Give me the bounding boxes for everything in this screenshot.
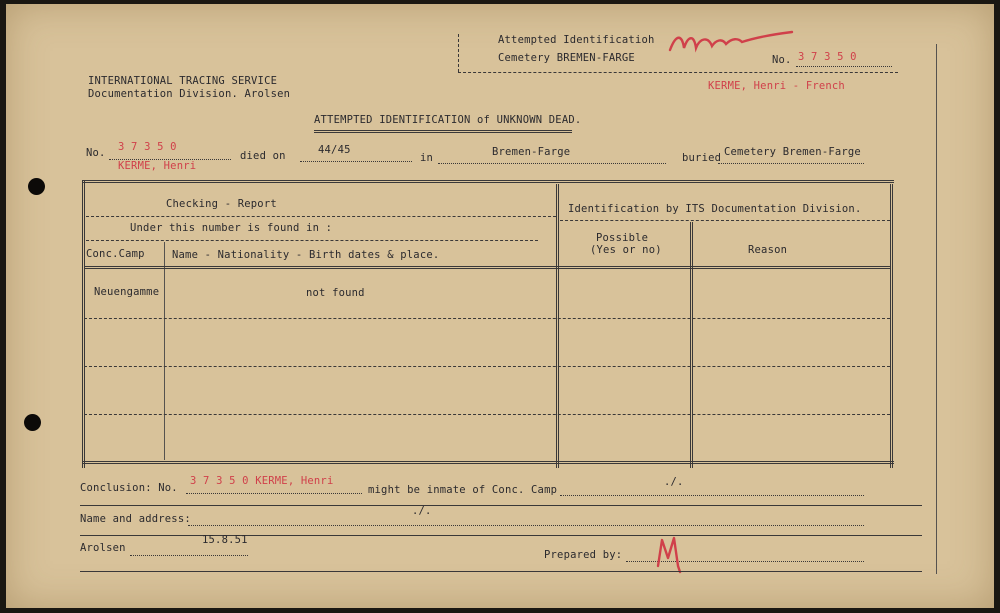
died-on-dots xyxy=(300,161,412,162)
punch-hole-bottom xyxy=(24,414,41,431)
table-left-border xyxy=(82,180,85,468)
column-header-camp: Conc.Camp xyxy=(86,248,145,260)
table-row-rule-2 xyxy=(84,366,890,367)
inmate-dots xyxy=(560,495,864,496)
identification-card xyxy=(6,4,994,608)
prepared-label: Prepared by: xyxy=(544,549,623,561)
table-top-border xyxy=(82,180,894,183)
found-in-heading: Under this number is found in : xyxy=(130,222,333,234)
table-row-rule-3 xyxy=(84,414,890,415)
checking-report-rule xyxy=(86,216,556,217)
record-no-label: No. xyxy=(86,147,106,159)
found-in-rule xyxy=(86,240,538,241)
buried-dots xyxy=(718,163,864,164)
handwritten-signature xyxy=(654,532,690,574)
place-label: Arolsen xyxy=(80,542,126,554)
inmate-label: might be inmate of Conc. Camp xyxy=(368,484,558,496)
table-right-border xyxy=(890,184,893,468)
table-possible-divider xyxy=(690,222,693,468)
died-on-label: died on xyxy=(240,150,286,162)
org-line-2: Documentation Division. Arolsen xyxy=(88,88,291,100)
row-1-name: not found xyxy=(306,287,365,299)
footer-rule-3 xyxy=(80,571,922,572)
identification-heading: Identification by ITS Documentation Division. xyxy=(568,203,862,215)
table-bottom-border xyxy=(82,461,894,464)
name-address-label: Name and address: xyxy=(80,513,191,525)
identification-rule xyxy=(560,220,890,221)
record-name-red: KERME, Henri xyxy=(118,160,197,172)
header-box-no-dots xyxy=(796,66,892,67)
document-title: ATTEMPTED IDENTIFICATION of UNKNOWN DEAD. xyxy=(314,114,582,126)
conclusion-label: Conclusion: No. xyxy=(80,482,178,494)
checking-report-heading: Checking - Report xyxy=(166,198,277,210)
header-box-bottom-border xyxy=(458,72,898,73)
table-header-bottom xyxy=(84,266,890,269)
header-name-red: KERME, Henri - French xyxy=(708,80,845,92)
buried-value: Cemetery Bremen-Farge xyxy=(724,146,861,158)
column-header-name: Name - Nationality - Birth dates & place. xyxy=(172,249,440,261)
org-line-1: INTERNATIONAL TRACING SERVICE xyxy=(88,75,278,87)
record-no-value: 3 7 3 5 0 xyxy=(118,141,177,153)
died-on-value: 44/45 xyxy=(318,144,351,156)
header-box-title: Attempted Identificatioh xyxy=(498,34,655,46)
header-box-left-border xyxy=(458,34,459,72)
column-header-reason: Reason xyxy=(748,244,788,256)
table-center-divider xyxy=(556,184,559,468)
punch-hole-top xyxy=(28,178,45,195)
title-underline xyxy=(314,130,572,133)
row-1-camp: Neuengamme xyxy=(94,286,160,298)
in-label: in xyxy=(420,152,434,164)
date-value: 15.8.51 xyxy=(202,534,248,546)
column-header-possible-1: Possible xyxy=(596,232,649,244)
conclusion-dots xyxy=(186,493,362,494)
place-dots xyxy=(438,163,666,164)
name-address-dots xyxy=(188,525,864,526)
conclusion-red-text: 3 7 3 5 0 KERME, Henri xyxy=(190,475,334,487)
inmate-value: ./. xyxy=(664,476,684,488)
place-value: Bremen-Farge xyxy=(492,146,571,158)
buried-label: buried xyxy=(682,152,722,164)
table-row-rule-1 xyxy=(84,318,890,319)
card-right-border xyxy=(936,44,937,574)
table-camp-divider xyxy=(164,242,165,460)
header-box-cemetery: Cemetery BREMEN-FARGE xyxy=(498,52,635,64)
column-header-possible-2: (Yes or no) xyxy=(590,244,662,256)
date-dots xyxy=(130,555,248,556)
header-box-no-value: 3 7 3 5 0 xyxy=(798,51,857,63)
handwritten-none-annotation xyxy=(666,26,796,56)
header-box-no-label: No. xyxy=(772,54,792,66)
footer-rule-1 xyxy=(80,505,922,506)
name-address-value: ./. xyxy=(412,505,432,517)
